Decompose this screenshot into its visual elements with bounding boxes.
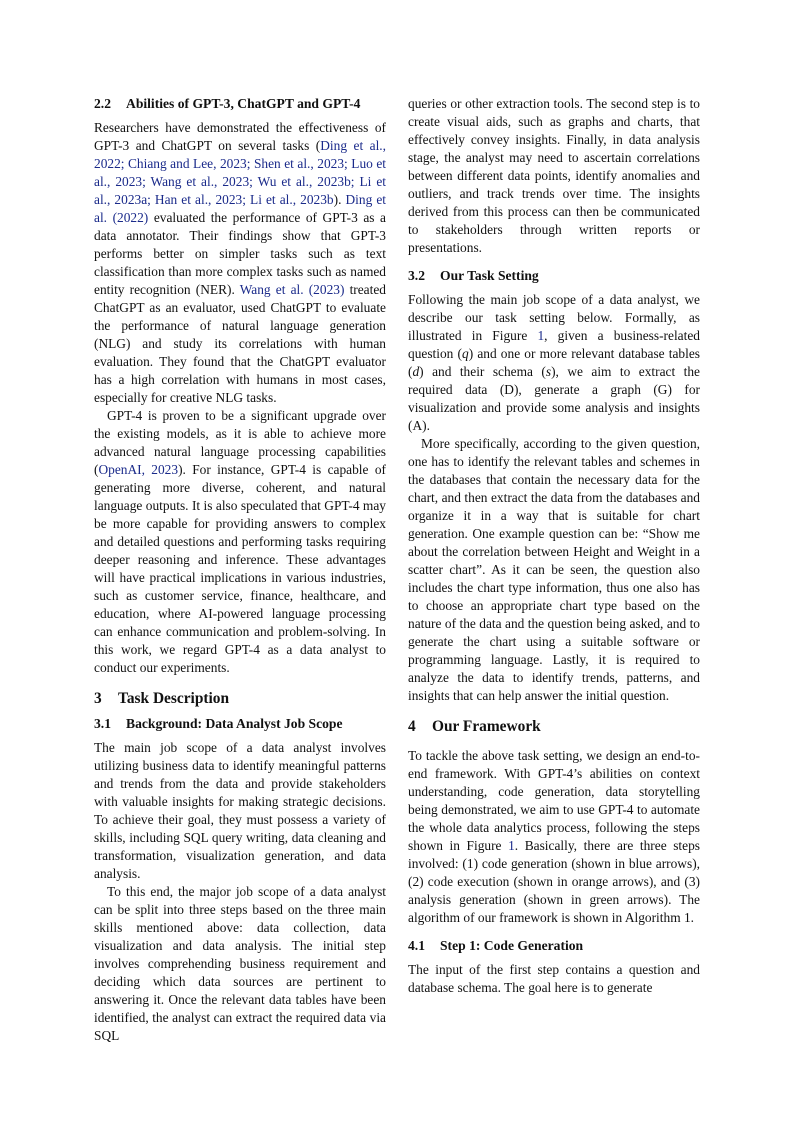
section-4-1-heading: 4.1 Step 1: Code Generation [408, 938, 584, 953]
left-column [94, 95, 386, 1045]
paragraph-continued: queries or other extraction tools. The second step is to create visual aids, such as graphs and charts, that effectively convey insights. Finally, in data analysis stage, the analyst may need to ascertain correlations between different data points, identify anomalies and outliers, and track trends over time. The insights derived from this process can then be communicated to stakeholders through written reports or presentations. [408, 96, 700, 255]
right-column [408, 95, 700, 997]
section-3-heading: 3 Task Description [94, 690, 230, 707]
figure-link[interactable]: 1 [537, 328, 545, 343]
paragraph-framework: To tackle the above task setting, we design an end-to-end framework. With GPT-4’s abilities on context understanding, code generation, data storytelling being demonstrated, we aim to use GPT-4 to automate the whole data analytics process, following the steps shown in Figure 1. Basically, there are three steps involved: (1) code generation (shown in blue arrows), (2) code execution (shown in orange arrows), and (3) analysis generation (shown in green arrows). The algorithm of our framework is shown in Algorithm 1. [408, 748, 701, 925]
paragraph-three-steps: To this end, the major job scope of a data analyst can be split into three steps based on the three main skills mentioned above: data collection, data visualization and data analysis. The initial step involves comprehending business requirement and deciding which data sources are pertinent to answering it. Once the relevant data tables have been identified, the analyst can extract the required data via SQL [94, 884, 386, 1043]
citation-link[interactable]: Ding et al. (2022) [94, 192, 386, 225]
section-2-2-heading: 2.2 Abilities of GPT-3, ChatGPT and GPT-4 [94, 96, 361, 111]
paragraph-job-scope: The main job scope of a data analyst involves utilizing business data to identify meaningful patterns and trends from the data and provide stakeholders with valuable insights for making strategic decisions. To achieve their goal, they must possess a variety of skills, including SQL query writing, data cleaning and transformation, visualization generation, and data analysis. [94, 740, 386, 881]
section-3-2-heading: 3.2 Our Task Setting [408, 268, 539, 283]
paragraph-gpt4: GPT-4 is proven to be a significant upgrade over the existing models, as it is able to achieve more advanced natural language processing capabilities (OpenAI, 2023). For instance, GPT-4 is capable of generating more diverse, coherent, and natural language outputs. It is also speculated that GPT-4 may be more capable for providing answers to complex and detailed questions and performing tasks requiring deeper reasoning and inference. These advantages will have practical implications in various industries, such as customer service, finance, healthcare, and education, where AI-powered language processing can enhance communication and problem-solving. In this work, we regard GPT-4 as a data analyst to conduct our experiments. [94, 408, 386, 675]
section-3-1-heading: 3.1 Background: Data Analyst Job Scope [94, 716, 343, 731]
section-4-heading: 4 Our Framework [408, 718, 541, 735]
citation-link[interactable]: OpenAI, 2023 [98, 462, 179, 477]
paragraph-task-setting: Following the main job scope of a data analyst, we describe our task setting below. Formally, as illustrated in Figure 1, given a business-related question (q) and one or more relevant database tables (d) and their schema (s), we aim to extract the required data (D), generate a graph (G) for visualization and provide some analysis and insights (A). [408, 292, 701, 433]
citation-link[interactable]: Wang et al. (2023) [239, 282, 345, 297]
figure-link[interactable]: 1 [508, 838, 515, 853]
paragraph-specifics: More specifically, according to the given question, one has to identify the relevant tables and schemes in the databases that contain the necessary data for the chart, and then extract the data from the databases and organize it in a way that is suitable for chart generation. One example question can be: “Show me about the correlation between Height and Weight in a scatter chart”. As it can be seen, the question also includes the chart type information, thus one also has to choose an appropriate chart type based on the nature of the data and the question being asked, and to generate the chart using a suitable software or programming language. Lastly, it is required to analyze the data to identify trends, patterns, and insights that can help answer the initial question. [408, 436, 700, 703]
paragraph-step1: The input of the first step contains a question and database schema. The goal here is to generate [408, 962, 700, 995]
citation-link[interactable]: Ding et al., 2022; Chiang and Lee, 2023; Shen et al., 2023; Luo et al., 2023; Wang et al., 2023; Wu et al., 2023b; Li et al., 2023a; Han et al., 2023; Li et al., 2023b [94, 138, 386, 207]
paragraph-gpt-abilities: Researchers have demonstrated the effectiveness of GPT-3 and ChatGPT on several tasks (Ding et al., 2022; Chiang and Lee, 2023; Shen et al., 2023; Luo et al., 2023; Wang et al., 2023; Wu et al., 2023b; Li et al., 2023a; Han et al., 2023; Li et al., 2023b). Ding et al. (2022) evaluated the performance of GPT-3 as a data annotator. Their findings show that GPT-3 performs better on simpler tasks such as text classification than more complex tasks such as named entity recognition (NER). Wang et al. (2023) treated ChatGPT as an evaluator, used ChatGPT to evaluate the performance of natural language generation (NLG) and study its correlations with human evaluation. They found that the ChatGPT evaluator has a high correlation with humans in most cases, especially for creative NLG tasks. [94, 120, 386, 405]
